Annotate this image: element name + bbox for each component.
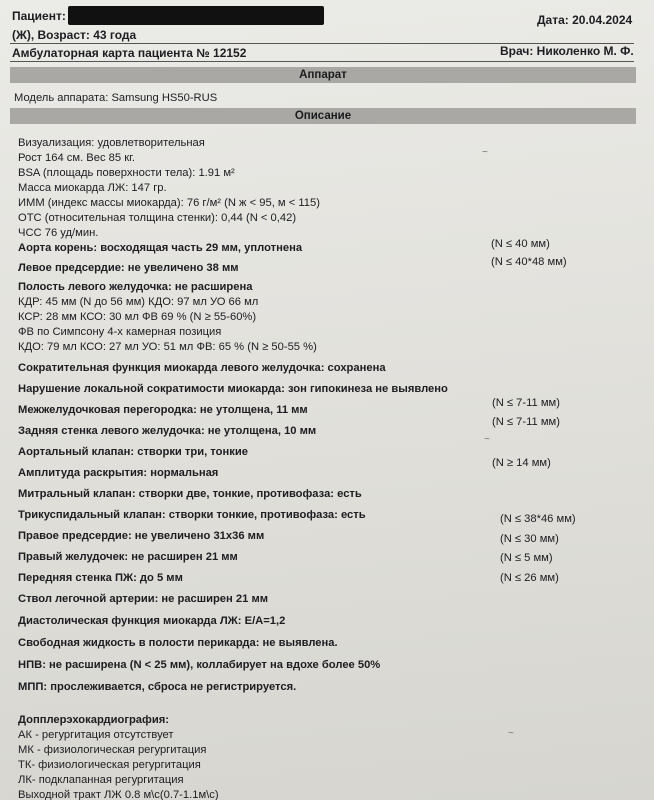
norm-ivs: (N ≤ 7-11 мм) bbox=[492, 397, 560, 409]
line-ivc: НПВ: не расширена (N < 25 мм), коллабирует на вдохе более 50% bbox=[18, 659, 381, 671]
line-bsa: BSA (площадь поверхности тела): 1.91 м² bbox=[18, 167, 235, 179]
line-visualization: Визуализация: удовлетворительная bbox=[18, 137, 205, 149]
line-lv-mass: Масса миокарда ЛЖ: 147 гр. bbox=[18, 182, 167, 194]
norm-lv-posterior-wall: (N ≤ 7-11 мм) bbox=[492, 416, 560, 428]
doppler-tricuspid: ТК- физиологическая регургитация bbox=[18, 759, 201, 771]
line-lv-contractility: Сократительная функция миокарда левого желудочка: сохранена bbox=[18, 362, 386, 374]
line-aortic-valve: Аортальный клапан: створки три, тонкие bbox=[18, 446, 248, 458]
line-rwt: ОТС (относительная толщина стенки): 0,44 (N < 0,42) bbox=[18, 212, 297, 224]
norm-pulmonary-trunk: (N ≤ 26 мм) bbox=[500, 572, 559, 584]
line-lv-cavity: Полость левого желудочка: не расширена bbox=[18, 281, 253, 293]
section-description: Описание bbox=[10, 108, 636, 124]
line-pericardial-fluid: Свободная жидкость в полости перикарда: не выявлена. bbox=[18, 637, 338, 649]
norm-rv-anterior-wall: (N ≤ 5 мм) bbox=[500, 552, 553, 564]
pen-mark: ~ bbox=[484, 434, 490, 445]
norm-left-atrium: (N ≤ 40*48 мм) bbox=[491, 256, 567, 268]
line-aortic-root: Аорта корень: восходящая часть 29 мм, уплотнена bbox=[18, 242, 303, 254]
doppler-heading: Допплерэхокардиография: bbox=[18, 714, 169, 726]
line-rv-anterior-wall: Передняя стенка ПЖ: до 5 мм bbox=[18, 572, 183, 584]
line-opening-amplitude: Амплитуда раскрытия: нормальная bbox=[18, 467, 219, 479]
pen-mark: ~ bbox=[482, 147, 488, 158]
doppler-mitral: МК - физиологическая регургитация bbox=[18, 744, 207, 756]
norm-right-atrium: (N ≤ 38*46 мм) bbox=[500, 513, 576, 525]
section-device: Аппарат bbox=[10, 67, 636, 83]
line-height-weight: Рост 164 см. Вес 85 кг. bbox=[18, 152, 135, 164]
line-lv-posterior-wall: Задняя стенка левого желудочка: не утолщена, 10 мм bbox=[18, 425, 317, 437]
doppler-aortic: АК - регургитация отсутствует bbox=[18, 729, 174, 741]
report-date: Дата: 20.04.2024 bbox=[537, 13, 633, 27]
doppler-pulmonary: ЛК- подклапанная регургитация bbox=[18, 774, 184, 786]
card-number: Амбулаторная карта пациента № 12152 bbox=[12, 46, 247, 60]
line-local-contractility: Нарушение локальной сократимости миокарда: зон гипокинеза не выявлено bbox=[18, 383, 448, 395]
line-left-atrium: Левое предсердие: не увеличено 38 мм bbox=[18, 262, 239, 274]
patient-label: Пациент: bbox=[12, 9, 66, 23]
line-simpson: ФВ по Симпсону 4-х камерная позиция bbox=[18, 326, 222, 338]
line-lvmi: ИММ (индекс массы миокарда): 76 г/м² (N ж < 95, м < 115) bbox=[18, 197, 320, 209]
line-ias: МПП: прослеживается, сброса не регистрируется. bbox=[18, 681, 297, 693]
gender-age: (Ж), Возраст: 43 года bbox=[12, 28, 137, 42]
device-model: Модель аппарата: Samsung HS50-RUS bbox=[14, 92, 218, 104]
pen-mark: ~ bbox=[508, 728, 514, 739]
redacted-name bbox=[68, 6, 324, 25]
line-heart-rate: ЧСС 76 уд/мин. bbox=[18, 227, 99, 239]
line-right-ventricle: Правый желудочек: не расширен 21 мм bbox=[18, 551, 238, 563]
doppler-lv-outflow: Выходной тракт ЛЖ 0.8 м\с(0.7-1.1м\с) bbox=[18, 789, 219, 800]
norm-aortic-opening: (N ≥ 14 мм) bbox=[492, 457, 551, 469]
line-edd: КДР: 45 мм (N до 56 мм) КДО: 97 мл УО 66 мл bbox=[18, 296, 259, 308]
line-simpson-values: КДО: 79 мл КСО: 27 мл УО: 51 мл ФВ: 65 % (N ≥ 50-55 %) bbox=[18, 341, 317, 353]
line-right-atrium: Правое предсердие: не увеличено 31х36 мм bbox=[18, 530, 265, 542]
line-esd: КСР: 28 мм КСО: 30 мл ФВ 69 % (N ≥ 55-60%) bbox=[18, 311, 257, 323]
line-pulmonary-trunk: Ствол легочной артерии: не расширен 21 мм bbox=[18, 593, 269, 605]
line-diastolic-function: Диастолическая функция миокарда ЛЖ: E/A=1,2 bbox=[18, 615, 286, 627]
line-ivs: Межжелудочковая перегородка: не утолщена, 11 мм bbox=[18, 404, 308, 416]
doctor-name: Врач: Николенко М. Ф. bbox=[500, 44, 634, 58]
card-divider bbox=[10, 61, 634, 62]
line-mitral-valve: Митральный клапан: створки две, тонкие, противофаза: есть bbox=[18, 488, 362, 500]
norm-aorta: (N ≤ 40 мм) bbox=[491, 238, 550, 250]
line-tricuspid-valve: Трикуспидальный клапан: створки тонкие, противофаза: есть bbox=[18, 509, 366, 521]
norm-right-ventricle: (N ≤ 30 мм) bbox=[500, 533, 559, 545]
